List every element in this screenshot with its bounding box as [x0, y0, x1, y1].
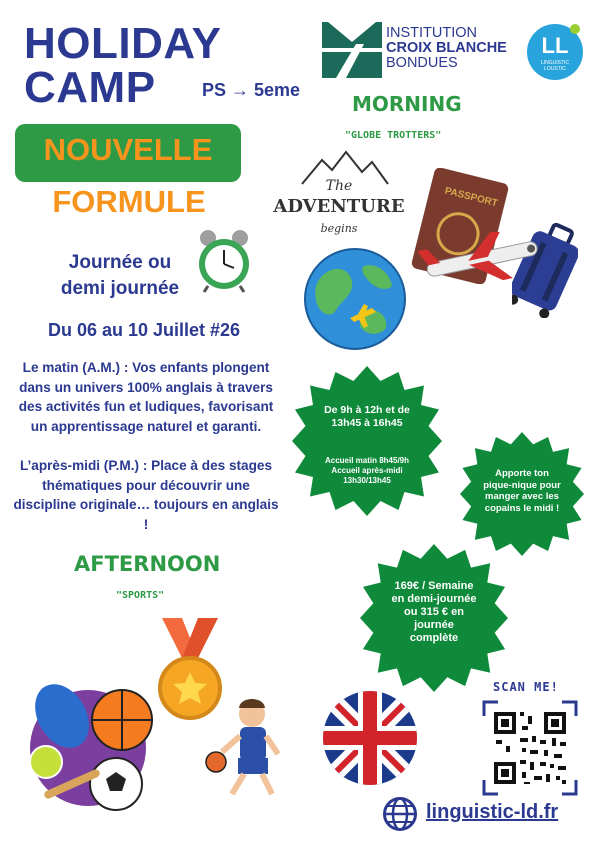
institution-logo-icon — [322, 22, 382, 78]
day-option-line-1: Journée ou — [68, 252, 172, 273]
afternoon-welcome: Accueil après-midi 13h30/13h45 — [331, 466, 403, 485]
hours-burst — [292, 366, 442, 516]
new-badge-label: NOUVELLE — [43, 132, 213, 167]
day-option — [30, 250, 210, 302]
adventure-line-3: begins — [320, 222, 358, 235]
sports-balls-icon — [22, 676, 162, 816]
institution-name — [386, 26, 507, 71]
passport-label: PASSPORT — [443, 185, 499, 210]
afternoon-theme: "SPORTS" — [116, 590, 165, 601]
title-line-1: HOLIDAY — [24, 19, 222, 68]
partner-logo — [527, 24, 583, 80]
page-title — [24, 19, 222, 112]
adventure-graphic — [264, 148, 414, 248]
picnic-text: Apporte ton pique-nique pour manger avec les copains le midi ! — [483, 468, 561, 514]
hours-main: De 9h à 12h et de 13h45 à 16h45 — [324, 404, 410, 429]
morning-heading: MORNING — [352, 92, 462, 116]
afternoon-heading: AFTERNOON — [74, 552, 221, 576]
institution-line-2: CROIX BLANCHE — [386, 40, 507, 56]
day-option-line-2: demi journée — [60, 278, 180, 299]
adventure-line-2: ADVENTURE — [273, 196, 405, 217]
website-link[interactable]: linguistic-ld.fr — [426, 801, 559, 823]
globe-web-icon — [382, 796, 418, 832]
morning-theme: "GLOBE TROTTERS" — [345, 130, 442, 141]
basketball-player-icon — [202, 694, 298, 802]
partner-logo-text: LINGUISTIC LOUSTIC — [540, 60, 570, 72]
pricing-text: 169€ / Semaine en demi-journée ou 315 € en journée complète — [391, 580, 477, 644]
uk-flag-icon — [322, 690, 418, 786]
globe-icon — [302, 246, 408, 352]
partner-logo-mark: LL — [541, 33, 569, 58]
morning-welcome: Accueil matin 8h45/9h — [324, 456, 410, 465]
camp-dates: Du 06 au 10 Juillet #26 — [47, 320, 241, 340]
institution-line-3: BONDUES — [386, 55, 458, 71]
title-line-2: CAMP — [24, 63, 156, 112]
institution-line-1: INSTITUTION — [386, 25, 478, 41]
scan-me-label: SCAN ME! — [493, 680, 559, 694]
airplane-icon — [418, 232, 546, 284]
adventure-line-1: The — [325, 178, 353, 194]
morning-description: Le matin (A.M.) : Vos enfants plongent dans un univers 100% anglais à travers des activités fun et ludiques, favorisant un apprentissage naturel et garanti. — [18, 360, 274, 434]
formula-label: FORMULE — [52, 184, 206, 219]
sprout-icon — [569, 22, 581, 34]
grade-range: PS → 5eme — [202, 80, 301, 100]
afternoon-description: L’après-midi (P.M.) : Place à des stages thématiques pour découvrir une discipline originale… toujours en anglais ! — [13, 458, 279, 532]
new-badge — [15, 124, 241, 182]
alarm-clock-icon — [196, 228, 252, 294]
qr-code-icon[interactable] — [482, 700, 578, 796]
